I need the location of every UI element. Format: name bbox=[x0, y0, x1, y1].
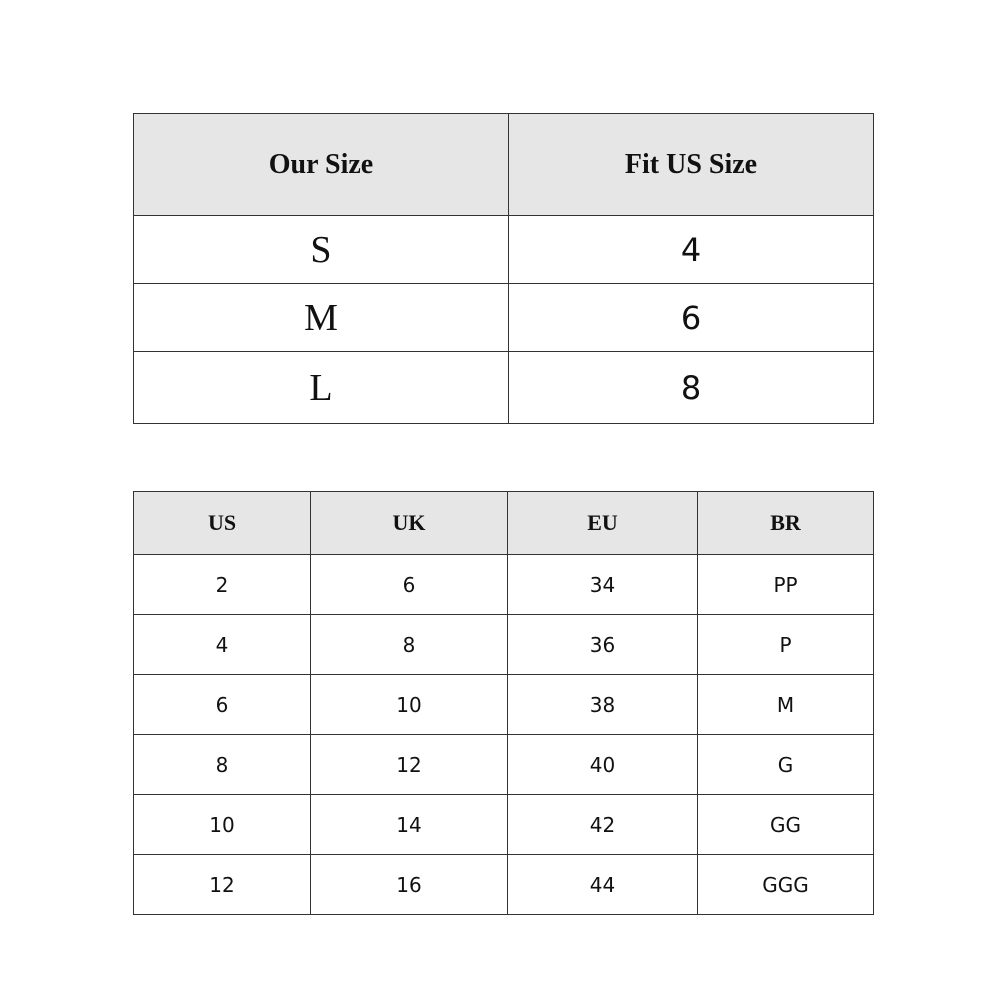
uk-cell: 14 bbox=[311, 795, 508, 855]
table-row bbox=[134, 284, 874, 352]
header-fit-us-size: Fit US Size bbox=[509, 114, 874, 216]
table-header-row bbox=[134, 114, 874, 216]
us-cell: 2 bbox=[134, 555, 311, 615]
eu-cell: 34 bbox=[508, 555, 698, 615]
us-cell: 8 bbox=[134, 735, 311, 795]
uk-cell: 16 bbox=[311, 855, 508, 915]
header-us: US bbox=[134, 492, 311, 555]
eu-cell: 38 bbox=[508, 675, 698, 735]
eu-cell: 44 bbox=[508, 855, 698, 915]
br-cell: P bbox=[698, 615, 874, 675]
our-size-cell: L bbox=[134, 352, 509, 424]
us-cell: 10 bbox=[134, 795, 311, 855]
table-row bbox=[134, 555, 874, 615]
fit-us-size-cell: 4 bbox=[509, 216, 874, 284]
our-size-cell: S bbox=[134, 216, 509, 284]
table-row bbox=[134, 352, 874, 424]
uk-cell: 8 bbox=[311, 615, 508, 675]
br-cell: G bbox=[698, 735, 874, 795]
table-row bbox=[134, 735, 874, 795]
header-eu: EU bbox=[508, 492, 698, 555]
table-header-row bbox=[134, 492, 874, 555]
br-cell: GG bbox=[698, 795, 874, 855]
us-cell: 12 bbox=[134, 855, 311, 915]
table-row bbox=[134, 675, 874, 735]
table-row bbox=[134, 216, 874, 284]
uk-cell: 10 bbox=[311, 675, 508, 735]
br-cell: M bbox=[698, 675, 874, 735]
table-row bbox=[134, 795, 874, 855]
size-conversion-table bbox=[133, 491, 874, 915]
eu-cell: 42 bbox=[508, 795, 698, 855]
fit-us-size-cell: 6 bbox=[509, 284, 874, 352]
table-row bbox=[134, 855, 874, 915]
our-size-cell: M bbox=[134, 284, 509, 352]
header-our-size: Our Size bbox=[134, 114, 509, 216]
fit-us-size-cell: 8 bbox=[509, 352, 874, 424]
header-uk: UK bbox=[311, 492, 508, 555]
us-cell: 4 bbox=[134, 615, 311, 675]
table-row bbox=[134, 615, 874, 675]
us-cell: 6 bbox=[134, 675, 311, 735]
br-cell: PP bbox=[698, 555, 874, 615]
eu-cell: 40 bbox=[508, 735, 698, 795]
br-cell: GGG bbox=[698, 855, 874, 915]
uk-cell: 6 bbox=[311, 555, 508, 615]
uk-cell: 12 bbox=[311, 735, 508, 795]
header-br: BR bbox=[698, 492, 874, 555]
eu-cell: 36 bbox=[508, 615, 698, 675]
size-mapping-table bbox=[133, 113, 874, 424]
